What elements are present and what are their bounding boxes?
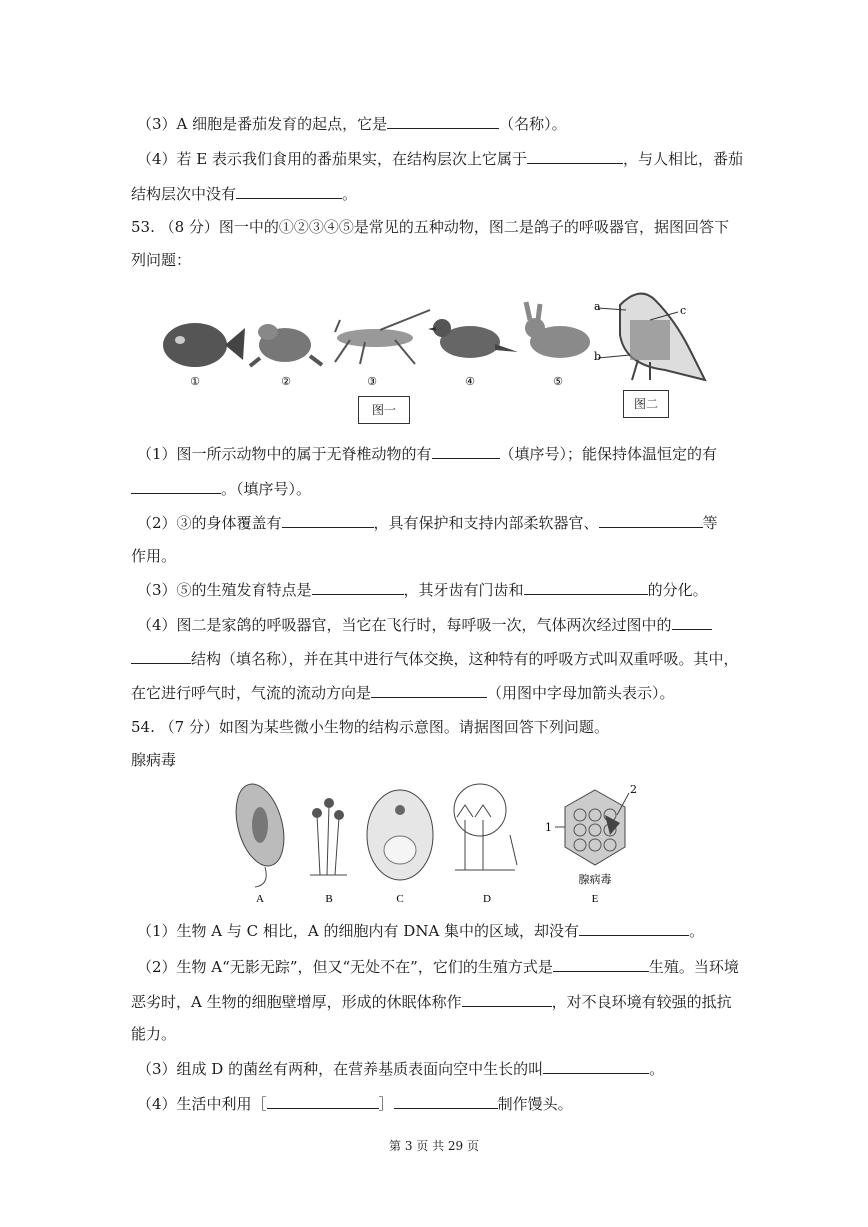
letter-c: c	[680, 304, 687, 317]
q54-4-line: （4）生活中利用［ ］ 制作馒头。	[137, 1095, 573, 1113]
pigeon-respiratory-diagram	[594, 294, 705, 380]
virus-mark-1: 1	[545, 821, 552, 834]
q54-2-line3: 能力。	[131, 1025, 177, 1043]
q53-4-line3: 在它进行呼气时，气流的流动方向是 （用图中字母加箭头表示）。	[131, 684, 675, 702]
page-footer: 第 3 页 共 29 页	[389, 1139, 479, 1153]
pigeon-illustration	[428, 319, 518, 358]
answer-blank[interactable]	[131, 478, 221, 494]
q54-stem-2: 腺病毒	[131, 751, 177, 769]
virus-caption: 腺病毒	[578, 874, 612, 886]
label-1: ①	[190, 376, 200, 388]
q54-2-line: （2）生物 A“无影无踪”，但又“无处不在”，它们的生殖方式是 生殖。当环境	[137, 958, 739, 976]
q53-stem-2: 列问题：	[131, 251, 192, 269]
virus-mark-2: 2	[630, 783, 637, 796]
label-A: A	[256, 893, 264, 905]
answer-blank[interactable]	[282, 512, 374, 528]
q53-stem: 53. （8 分）图一中的①②③④⑤是常见的五种动物，图二是鸽子的呼吸器官，据图回答下	[131, 218, 729, 236]
label-2: ②	[281, 376, 291, 388]
answer-blank[interactable]	[599, 512, 703, 528]
mold-illustration	[310, 798, 347, 875]
answer-blank[interactable]	[371, 682, 487, 698]
answer-blank[interactable]	[131, 648, 191, 664]
q53-3-line: （3）⑤的生殖发育特点是 ，其牙齿有门齿和 的分化。	[137, 581, 708, 599]
answer-blank[interactable]	[579, 920, 689, 936]
label-C: C	[396, 893, 404, 905]
answer-blank[interactable]	[387, 113, 499, 129]
answer-blank[interactable]	[672, 614, 712, 630]
penicillium-illustration	[454, 784, 517, 870]
q53-1-line: （1）图一所示动物中的属于无脊椎动物的有 （填序号）；能保持体温恒定的有	[137, 445, 718, 463]
letter-a: a	[594, 300, 601, 313]
label-4: ④	[465, 376, 475, 388]
answer-blank[interactable]	[543, 1058, 649, 1074]
bacterium-illustration	[228, 779, 292, 887]
q53-4-line: （4）图二是家鸽的呼吸器官，当它在飞行时，每呼吸一次，气体两次经过图中的	[137, 614, 712, 635]
answer-blank[interactable]	[527, 148, 623, 164]
fish-illustration	[163, 323, 245, 367]
q54-3-line: （3）组成 D 的菌丝有两种，在营养基质表面向空中生长的叫 。	[137, 1060, 665, 1078]
q54-1-line: （1）生物 A 与 C 相比，A 的细胞内有 DNA 集中的区域，却没有 。	[137, 922, 705, 940]
frog-illustration	[250, 324, 322, 366]
answer-blank[interactable]	[236, 183, 342, 199]
answer-blank[interactable]	[267, 1093, 379, 1109]
label-D: D	[483, 893, 491, 905]
q52-3-line: （3）A 细胞是番茄发育的起点，它是 （名称）。	[137, 115, 567, 133]
yeast-illustration	[367, 790, 433, 880]
answer-blank[interactable]	[394, 1093, 498, 1109]
label-5: ⑤	[553, 376, 563, 388]
answer-blank[interactable]	[432, 443, 500, 459]
rabbit-illustration	[525, 302, 590, 358]
q53-4-line2: 结构（填名称），并在其中进行气体交换，这种特有的呼吸方式叫双重呼吸。其中，	[131, 648, 739, 669]
adenovirus-illustration	[545, 783, 637, 886]
fig2-title: 图二	[623, 390, 669, 418]
label-3: ③	[367, 376, 377, 388]
q54-2-line2: 恶劣时，A 生物的细胞壁增厚，形成的休眠体称作 ，对不良环境有较强的抵抗	[131, 993, 732, 1011]
answer-blank[interactable]	[553, 956, 649, 972]
microbes-figure	[225, 775, 655, 910]
letter-b: b	[594, 350, 602, 363]
fig1-title: 图一	[358, 396, 410, 424]
answer-blank[interactable]	[312, 579, 404, 595]
q52-4-line: （4）若 E 表示我们食用的番茄果实，在结构层次上它属于 ，与人相比，番茄	[137, 150, 744, 168]
q54-stem: 54. （7 分）如图为某些微小生物的结构示意图。请据图回答下列问题。	[131, 718, 609, 736]
q53-2-line2: 作用。	[131, 547, 177, 565]
q53-1-line2: 。（填序号）。	[131, 478, 311, 499]
label-B: B	[325, 893, 333, 905]
answer-blank[interactable]	[524, 579, 648, 595]
q52-4-line2: 结构层次中没有 。	[131, 185, 358, 203]
grasshopper-illustration	[335, 310, 430, 364]
q53-2-line: （2）③的身体覆盖有 ，具有保护和支持内部柔软器官、 等	[137, 514, 718, 532]
answer-blank[interactable]	[462, 991, 552, 1007]
label-E: E	[591, 893, 599, 905]
